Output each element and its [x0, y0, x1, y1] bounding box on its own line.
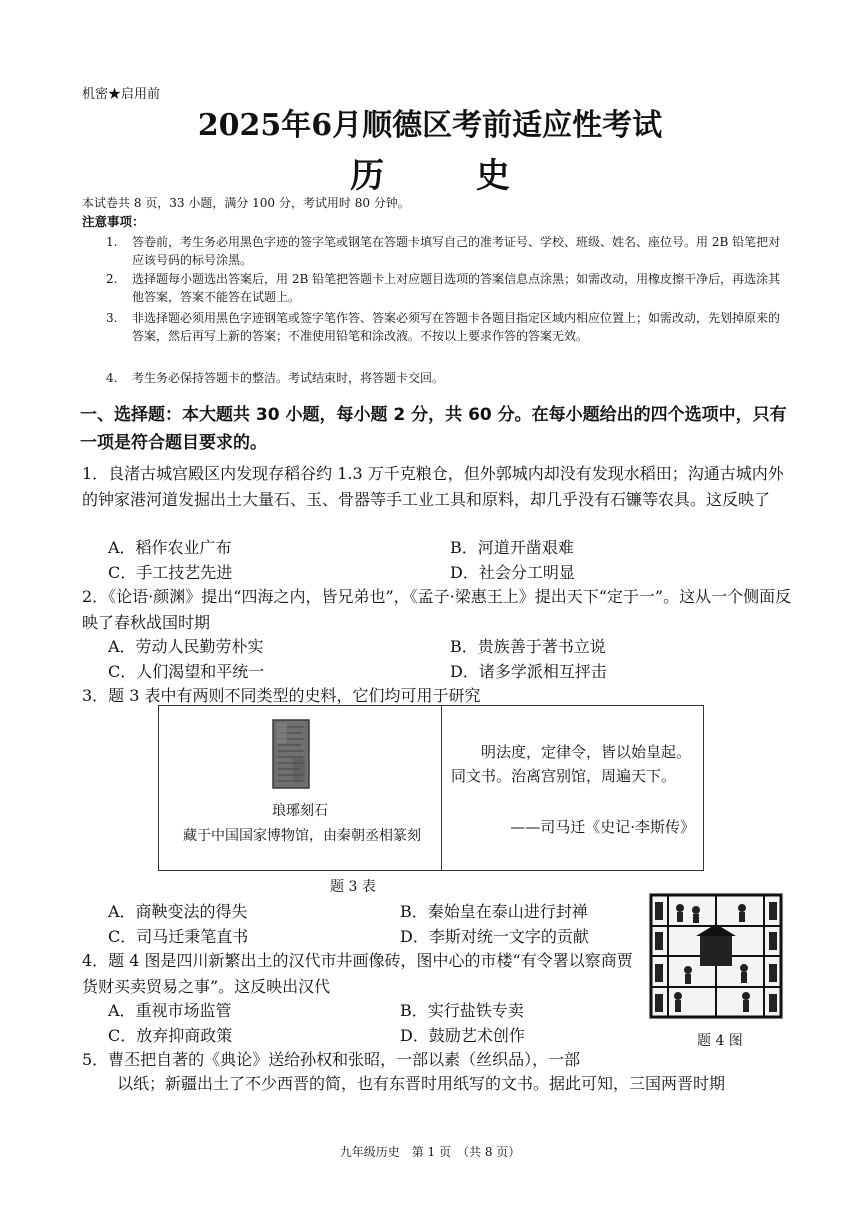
question-1-stem: 1．良渚古城宫殿区内发现存稻谷约 1.3 万千克粮仓，但外郭城内却没有发现水稻田；沟通古城内外的钟家港河道发掘出土大量石、玉、骨器等手工业工具和原料，却几乎没有石镰等农具。这反映了 — [82, 464, 784, 509]
question-2-stem: 2．《论语·颜渊》提出“四海之内，皆兄弟也”，《孟子·梁惠王上》提出天下“定于一”。这从一个侧面反映了春秋战国时期 — [82, 587, 792, 632]
table-3-caption: 题 3 表 — [330, 879, 376, 895]
notes-title: 注意事项： — [82, 214, 145, 229]
note-item — [106, 369, 784, 387]
q1-option-d[interactable]: D．社会分工明显 — [450, 563, 575, 582]
question-5-stem-line1: 5．曹丕把自著的《典论》送给孙权和张昭，一部以素（丝织品），一部 — [82, 1050, 581, 1069]
q2-option-d[interactable]: D．诸多学派相互抨击 — [450, 662, 607, 681]
quote-source: ——司马迁《史记·李斯传》 — [510, 818, 695, 836]
section-title: 一、选择题：本大题共 30 小题，每小题 2 分，共 60 分。在每小题给出的四个选项中，只有一项是符合题目要求的。 — [80, 405, 787, 453]
stone-description: 藏于中国国家博物馆，由秦朝丞相篆刻 — [183, 828, 421, 844]
note-item — [106, 233, 784, 269]
page-footer: 九年级历史 第 1 页 （共 8 页） — [339, 1145, 521, 1159]
q3-option-c[interactable]: C．司马迁秉笔直书 — [108, 927, 249, 946]
question-5-stem-line2: 以纸；新疆出土了不少西晋的简，也有东晋时用纸写的文书。据此可知，三国两晋时期 — [117, 1074, 726, 1093]
market-brick-image — [648, 892, 784, 1020]
q2-option-c[interactable]: C．人们渴望和平统一 — [108, 662, 265, 681]
stone-title: 琅琊刻石 — [272, 803, 328, 819]
note-number: 4. — [106, 371, 118, 385]
q4-option-b[interactable]: B．实行盐铁专卖 — [400, 1001, 524, 1020]
q4-option-a[interactable]: A．重视市场监管 — [108, 1001, 232, 1020]
note-number: 2. — [106, 272, 118, 286]
q1-option-c[interactable]: C．手工技艺先进 — [108, 563, 233, 582]
note-text: 答卷前，考生务必用黑色字迹的签字笔或钢笔在答题卡填写自己的准考证号、学校、班级、姓名、座位号。用 2B 铅笔把对应该号码的标号涂黑。 — [132, 235, 781, 267]
confidential-label: 机密★启用前 — [82, 87, 161, 102]
q2-option-b[interactable]: B．贵族善于著书立说 — [450, 637, 606, 656]
note-item — [106, 309, 784, 345]
q2-option-a[interactable]: A．劳动人民勤劳朴实 — [108, 637, 264, 656]
exam-title: 2025年6月顺德区考前适应性考试 — [197, 108, 663, 143]
subject-title: 历 史 — [350, 156, 550, 196]
exam-info: 本试卷共 8 页，33 小题，满分 100 分，考试用时 80 分钟。 — [82, 196, 410, 210]
q3-option-a[interactable]: A．商鞅变法的得失 — [108, 902, 248, 921]
q4-option-d[interactable]: D．鼓励艺术创作 — [400, 1026, 525, 1045]
note-item — [106, 270, 784, 306]
note-text: 考生务必保持答题卡的整洁。考试结束时，将答题卡交回。 — [132, 371, 445, 385]
question-3-table — [158, 705, 704, 871]
note-text: 非选择题必须用黑色字迹钢笔或签字笔作答、答案必须写在答题卡各题目指定区域内相应位置上；如需改动，先划掉原来的答案，然后再写上新的答案；不准使用铅笔和涂改液。不按以上要求作答的答案无效。 — [132, 311, 781, 343]
langya-stone-image — [271, 718, 311, 790]
q4-option-c[interactable]: C．放弃抑商政策 — [108, 1026, 233, 1045]
note-number: 1. — [106, 235, 118, 249]
question-3-stem: 3．题 3 表中有两则不同类型的史料，它们均可用于研究 — [82, 686, 481, 705]
figure-4-caption: 题 4 图 — [697, 1033, 743, 1049]
table-divider — [441, 706, 442, 870]
note-text: 选择题每小题选出答案后，用 2B 铅笔把答题卡上对应题目选项的答案信息点涂黑；如需改动，用橡皮擦干净后，再选涂其他答案，答案不能答在试题上。 — [132, 272, 781, 304]
note-number: 3. — [106, 311, 118, 325]
historical-quote: 明法度，定律令，皆以始皇起。同文书。治离宫别馆，周遍天下。 — [451, 743, 692, 785]
q1-option-b[interactable]: B．河道开凿艰难 — [450, 538, 574, 557]
q3-option-b[interactable]: B．秦始皇在泰山进行封禅 — [400, 902, 588, 921]
q1-option-a[interactable]: A．稻作农业广布 — [108, 538, 232, 557]
q3-option-d[interactable]: D．李斯对统一文字的贡献 — [400, 927, 589, 946]
question-4-stem: 4．题 4 图是四川新繁出土的汉代市井画像砖，图中心的市楼“有令署以察商贾货财买卖贸易之事”。这反映出汉代 — [82, 951, 633, 996]
